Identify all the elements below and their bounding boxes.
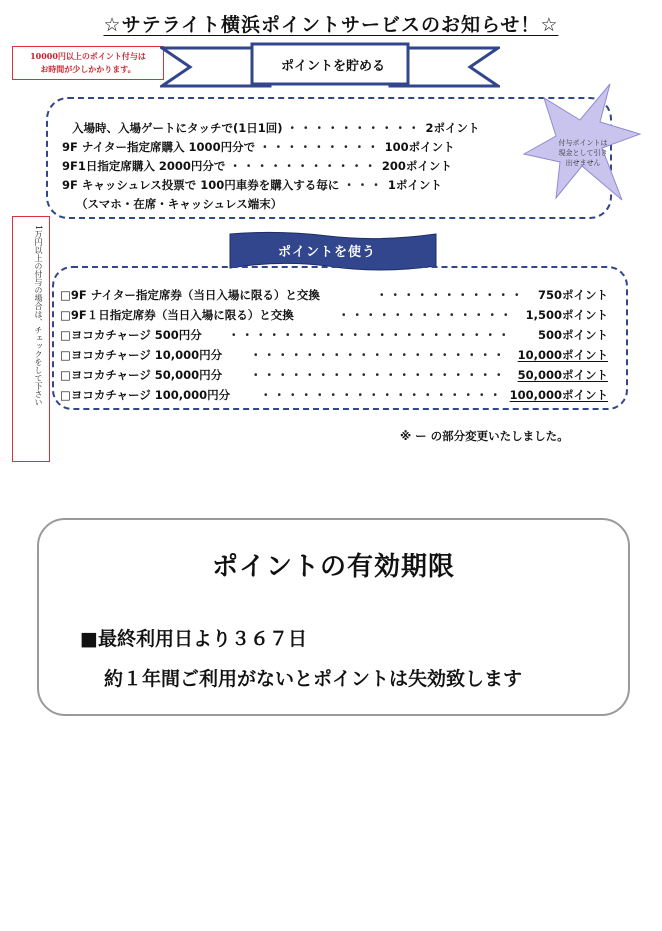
use-row-label: □9F１日指定席券（当日入場に限る）と交換 xyxy=(60,308,294,322)
use-row xyxy=(60,326,608,344)
change-note: ※ ー の部分変更いたしました。 xyxy=(400,429,569,443)
use-row-label: □ヨコカチャージ 100,000円分 xyxy=(60,388,231,402)
earn-row-points: 1ポイント xyxy=(387,178,442,192)
leader-dots: ・・・・・・・・・・・・・ xyxy=(338,308,514,322)
earn-row-points: 100ポイント xyxy=(384,140,455,154)
earn-row xyxy=(62,177,442,193)
earn-row-label: 入場時、入場ゲートにタッチで(1日1回) xyxy=(72,121,283,135)
use-row xyxy=(60,386,608,404)
leader-dots: ・・・ xyxy=(343,178,384,192)
use-row-label: □9F ナイター指定席券（当日入場に限る）と交換 xyxy=(60,288,320,302)
leader-dots: ・・・・・・・・・・・ xyxy=(229,159,378,173)
check-note-box: 1万円以上の付与の場合は、チェックをして下さい xyxy=(12,216,50,462)
expiry-description-line: 約１年間ご利用がないとポイントは失効致します xyxy=(104,668,523,690)
leader-dots: ・・・・・・・・・ xyxy=(259,140,381,154)
use-row xyxy=(60,286,608,304)
earn-row-points: 2ポイント xyxy=(425,121,480,135)
earn-row xyxy=(62,158,452,174)
delay-note-line2: お時間が少しかかります。 xyxy=(40,64,136,74)
use-heading: ポイントを使う xyxy=(277,245,376,260)
earn-row-label: 9F1日指定席購入 2000円分で xyxy=(62,159,226,173)
page-title: ☆サテライト横浜ポイントサービスのお知らせ！☆ xyxy=(103,14,559,36)
leader-dots: ・・・・・・・・・・・・・・・・・・ xyxy=(260,388,503,402)
earn-row-points: 200ポイント xyxy=(381,159,452,173)
use-row xyxy=(60,346,608,364)
leader-dots: ・・・・・・・・・・・・・・・・・・・ xyxy=(250,368,507,382)
use-row-points: 750ポイント xyxy=(537,288,608,302)
earn-row xyxy=(76,196,282,212)
expiry-heading: ポイントの有効期限 xyxy=(211,552,455,582)
expiry-days-line: ■最終利用日より３６７日 xyxy=(80,628,307,650)
earn-row xyxy=(72,120,480,136)
earn-row-label: 9F ナイター指定席購入 1000円分で xyxy=(62,140,256,154)
use-row-points: 10,000ポイント xyxy=(517,348,608,362)
use-row xyxy=(60,366,608,384)
leader-dots: ・・・・・・・・・・・ xyxy=(376,288,525,302)
earn-row-label: （スマホ・在席・キャッシュレス端末） xyxy=(76,197,283,211)
use-row xyxy=(60,306,608,324)
use-row-points: 50,000ポイント xyxy=(517,368,608,382)
earn-row xyxy=(62,139,455,155)
earn-heading: ポイントを貯める xyxy=(280,59,385,74)
star-note-line1: 付与ポイントは xyxy=(558,139,608,147)
star-note xyxy=(545,138,621,168)
delay-note-line1: 10000円以上のポイント付与は xyxy=(30,51,146,61)
earn-row-label: 9F キャッシュレス投票で 100円車券を購入する毎に xyxy=(62,178,340,192)
use-row-label: □ヨコカチャージ 500円分 xyxy=(60,328,202,342)
leader-dots: ・・・・・・・・・・・・・・・・・・・ xyxy=(250,348,507,362)
use-row-points: 500ポイント xyxy=(537,328,608,342)
leader-dots: ・・・・・・・・・・・・・・・・・・・・・ xyxy=(228,328,512,342)
star-note-line2: 現金として引き xyxy=(558,149,608,157)
use-row-label: □ヨコカチャージ 10,000円分 xyxy=(60,348,223,362)
delay-note-box xyxy=(12,46,164,80)
use-row-points: 1,500ポイント xyxy=(525,308,608,322)
use-row-label: □ヨコカチャージ 50,000円分 xyxy=(60,368,223,382)
star-note-line3: 出せません xyxy=(565,159,601,167)
use-row-points: 100,000ポイント xyxy=(509,388,608,402)
leader-dots: ・・・・・・・・・・ xyxy=(286,121,422,135)
